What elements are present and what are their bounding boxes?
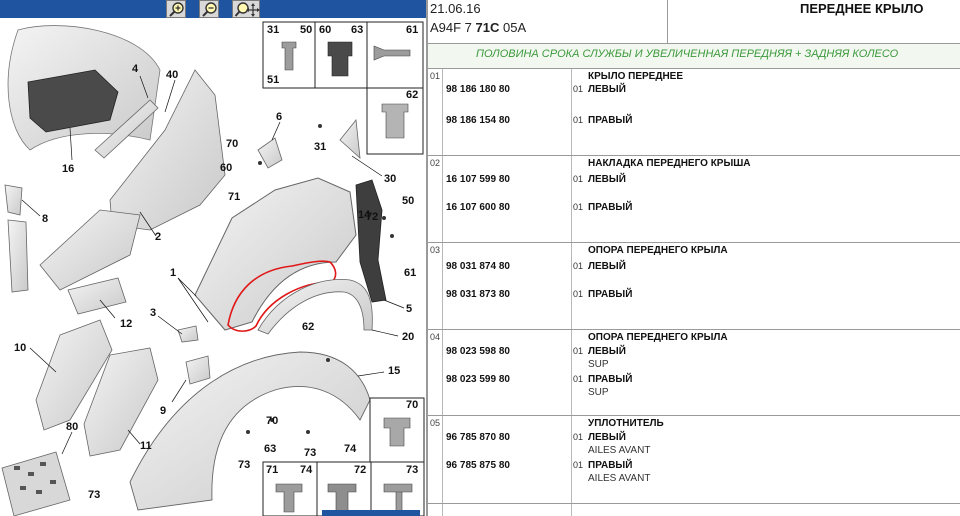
callout-11: 11	[140, 440, 152, 452]
part-quantity: 01	[573, 374, 584, 384]
part-description: ОПОРА ПЕРЕДНЕГО КРЫЛА	[588, 245, 728, 256]
callout-63-box: 63	[351, 24, 364, 36]
code-prefix: A94F 7	[430, 20, 476, 35]
group-number: 01	[430, 71, 441, 81]
part-quantity: 01	[573, 261, 584, 271]
callout-10: 10	[14, 342, 27, 354]
part-reference[interactable]: 16 107 600 80	[446, 202, 510, 213]
callout-71: 71	[228, 191, 241, 203]
part-group-01	[428, 69, 960, 156]
callout-16: 16	[62, 163, 75, 175]
callout-72-box: 72	[354, 464, 367, 476]
zoom-pan-icon	[234, 1, 260, 19]
callout-74: 74	[344, 443, 357, 455]
callout-20: 20	[402, 331, 415, 343]
callout-14: 14	[358, 209, 371, 221]
part-side: ПРАВЫЙ	[588, 202, 633, 213]
callout-9: 9	[160, 405, 167, 417]
callout-61-box: 61	[406, 24, 419, 36]
callout-1: 1	[170, 267, 177, 279]
callout-60-box: 60	[319, 24, 332, 36]
callout-15: 15	[388, 365, 401, 377]
parts-list-pane	[428, 0, 960, 516]
part-reference[interactable]: 98 023 598 80	[446, 346, 510, 357]
group-number: 02	[430, 158, 441, 168]
part-reference[interactable]: 96 785 870 80	[446, 432, 510, 443]
callout-62: 62	[302, 321, 315, 333]
exploded-view-diagram	[0, 18, 426, 516]
part-reference[interactable]: 96 785 875 80	[446, 460, 510, 471]
part-group-04	[428, 330, 960, 416]
part-16-shield[interactable]	[8, 26, 160, 150]
part-5-side-panel[interactable]	[356, 180, 386, 302]
zoom-in-icon	[168, 1, 186, 19]
part-side: ЛЕВЫЙ	[588, 84, 626, 95]
part-9-bracket[interactable]	[186, 356, 210, 384]
callout-3: 3	[150, 307, 157, 319]
diagram-pane[interactable]	[0, 0, 426, 516]
part-quantity: 01	[573, 432, 584, 442]
part-side: ЛЕВЫЙ	[588, 174, 626, 185]
part-quantity: 01	[573, 460, 584, 470]
part-3-bracket[interactable]	[178, 326, 198, 342]
callout-50: 50	[402, 195, 415, 207]
part-reference[interactable]: 98 186 180 80	[446, 84, 510, 95]
part-side: ПРАВЫЙ	[588, 115, 633, 126]
part-reference[interactable]: 98 186 154 80	[446, 115, 510, 126]
part-side: ЛЕВЫЙ	[588, 432, 626, 443]
group-number: 04	[430, 332, 441, 342]
parts-header	[428, 0, 960, 44]
callout-70-box: 70	[406, 399, 419, 411]
callout-80: 80	[66, 421, 79, 433]
part-80-clip-tray[interactable]	[2, 452, 70, 516]
part-group-02	[428, 156, 960, 243]
part-group-03	[428, 243, 960, 330]
callout-60: 60	[220, 162, 233, 174]
part-description: НАКЛАДКА ПЕРЕДНЕГО КРЫША	[588, 158, 751, 169]
part-note: AILES AVANT	[588, 473, 651, 484]
part-12-bracket[interactable]	[68, 278, 126, 314]
callout-40: 40	[166, 69, 179, 81]
callout-30: 30	[384, 173, 397, 185]
part-8-bracket[interactable]	[5, 185, 28, 292]
part-description: ОПОРА ПЕРЕДНЕГО КРЫЛА	[588, 332, 728, 343]
callout-4: 4	[132, 63, 139, 75]
callout-6: 6	[276, 111, 283, 123]
horizontal-scrollbar[interactable]	[322, 510, 420, 516]
page-title: ПЕРЕДНЕЕ КРЫЛО	[800, 1, 924, 16]
zoom-out-icon	[201, 1, 219, 19]
callout-63: 63	[264, 443, 277, 455]
part-description: УПЛОТНИТЕЛЬ	[588, 418, 664, 429]
callout-2: 2	[155, 231, 162, 243]
part-quantity: 01	[573, 346, 584, 356]
callout-31: 31	[314, 141, 327, 153]
part-quantity: 01	[573, 84, 584, 94]
callout-50-box: 50	[300, 24, 313, 36]
zoom-in-button[interactable]	[166, 0, 186, 18]
header-divider	[667, 0, 668, 43]
callout-72: 72	[366, 211, 379, 223]
callout-73-box: 73	[406, 464, 419, 476]
part-note: SUP	[588, 359, 609, 370]
part-quantity: 01	[573, 289, 584, 299]
diagram-toolbar	[0, 0, 426, 18]
part-reference[interactable]: 98 023 599 80	[446, 374, 510, 385]
callout-73-c: 73	[88, 489, 101, 501]
group-number: 05	[430, 418, 441, 428]
part-side: ПРАВЫЙ	[588, 460, 633, 471]
callout-8: 8	[42, 213, 49, 225]
callout-70-top: 70	[226, 138, 239, 150]
part-quantity: 01	[573, 174, 584, 184]
part-description: КРЫЛО ПЕРЕДНЕЕ	[588, 71, 684, 82]
part-30-trim[interactable]	[340, 120, 360, 158]
part-reference[interactable]: 98 031 874 80	[446, 261, 510, 272]
part-note: SUP	[588, 387, 609, 398]
code-suffix: 05A	[499, 20, 527, 35]
catalog-date: 21.06.16	[430, 1, 481, 16]
part-side: ЛЕВЫЙ	[588, 261, 626, 272]
callout-51-box: 51	[267, 74, 280, 86]
callout-12: 12	[120, 318, 133, 330]
callout-73-a: 73	[238, 459, 251, 471]
catalog-code	[430, 20, 526, 35]
callout-71-box: 71	[266, 464, 279, 476]
part-side: ЛЕВЫЙ	[588, 346, 626, 357]
part-quantity: 01	[573, 115, 584, 125]
group-number: 03	[430, 245, 441, 255]
callout-31-box: 31	[267, 24, 280, 36]
code-bold: 71C	[475, 20, 500, 35]
part-reference[interactable]: 16 107 599 80	[446, 174, 510, 185]
part-note: AILES AVANT	[588, 445, 651, 456]
part-side: ПРАВЫЙ	[588, 374, 633, 385]
callout-5: 5	[406, 303, 413, 315]
callout-74-box: 74	[300, 464, 313, 476]
part-side: ПРАВЫЙ	[588, 289, 633, 300]
zoom-out-button[interactable]	[199, 0, 219, 18]
application-note-text: ПОЛОВИНА СРОКА СЛУЖБЫ И УВЕЛИЧЕННАЯ ПЕРЕДНЯЯ + ЗАДНЯЯ КОЛЕСО	[476, 48, 899, 60]
callout-70-lower: 70	[266, 415, 279, 427]
part-group-05	[428, 416, 960, 504]
callout-61: 61	[404, 267, 417, 279]
part-reference[interactable]: 98 031 873 80	[446, 289, 510, 300]
part-quantity: 01	[573, 202, 584, 212]
callout-62-box: 62	[406, 89, 419, 101]
zoom-pan-button[interactable]	[232, 0, 260, 18]
application-note	[428, 44, 960, 69]
callout-73-b: 73	[304, 447, 317, 459]
